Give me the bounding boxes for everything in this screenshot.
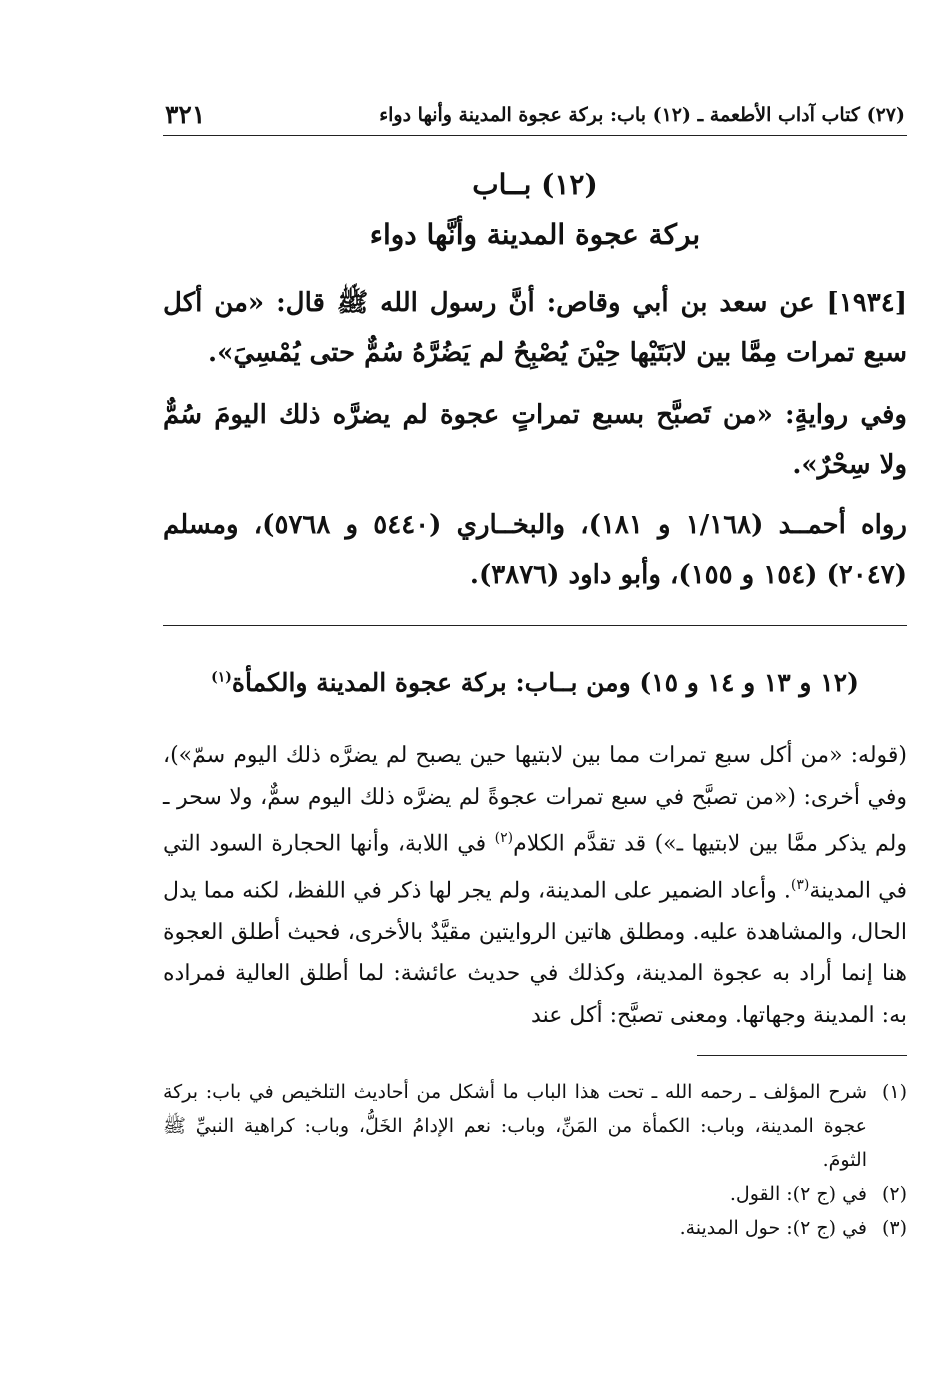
hadith-sources: رواه أحمــد (١/١٦٨ و ١٨١)، والبخــاري (٥٤٤٠ و ٥٧٦٨)، ومسلم (٢٠٤٧) (١٥٤ و ١٥٥)، وأبو داود (٣٨٧٦). <box>163 510 907 590</box>
footnote-text: في (ج ٢): حول المدينة. <box>679 1217 867 1239</box>
hadith-variant-text: وفي روايةٍ: «من تَصبَّح بسبع تمراتٍ عجوة لم يضرَّه ذلك اليومَ سُمٌّ ولا سِحْرٌ». <box>163 400 907 480</box>
commentary-part-3: . وأعاد الضمير على المدينة، ولم يجر لها ذكر في اللفظ، لكنه مما يدل الحال، والمشاهدة عليه. ومطلق هاتين الروايتين مقيَّدٌ بالأخرى، فحيث أطلق العجوة هنا إنما أراد به عجوة المدينة، وكذلك في حديث عائشة: لما أطلق العالية فمراده به: المدينة وجهاتها. ومعنى تصبَّح: أكل عند <box>163 878 907 1028</box>
commentary-text <box>163 735 907 1036</box>
footnote-3 <box>163 1211 907 1245</box>
footnote-number: (١) <box>881 1081 907 1103</box>
commentary-part-2: في اللابة، وأنها الحجارة السود التي في المدينة <box>163 831 907 904</box>
footnote-ref-3: (٣) <box>790 876 810 893</box>
chapter-number: (١٢) بــاب <box>472 168 598 201</box>
footnote-1 <box>163 1075 907 1177</box>
footnote-number: (٢) <box>881 1183 907 1205</box>
page-number: ٣٢١ <box>165 100 206 129</box>
running-head <box>165 100 905 134</box>
footnote-2 <box>163 1177 907 1211</box>
hadith-main-text: [١٩٣٤] عن سعد بن أبي وقاص: أنَّ رسول الله ﷺ قال: «من أكل سبع تمرات مِمَّا بين لابَتَيْها حِيْنَ يُصْبِحُ لم يَضُرَّهُ سُمٌّ حتى يُمْسِيَ». <box>163 288 907 368</box>
chapter-title: بركة عجوة المدينة وأنَّها دواء <box>369 218 701 251</box>
footnote-text: في (ج ٢): القول. <box>729 1183 867 1205</box>
commentary-heading-text: (١٢ و ١٣ و ١٤ و ١٥) ومن بــاب: بركة عجوة المدينة والكمأة <box>231 668 859 697</box>
footnote-text: شرح المؤلف ـ رحمه الله ـ تحت هذا الباب ما أشكل من أحاديث التلخيص في باب: بركة عجوة المدينة، وباب: الكمأة من المَنِّ، وباب: نعم الإدامُ الخَلُّ، وباب: كراهية النبيِّ ﷺ الثومَ. <box>163 1081 867 1171</box>
commentary-heading <box>163 668 907 697</box>
section-rule <box>163 625 907 626</box>
commentary-part-1: (قوله: «من أكل سبع تمرات مما بين لابتيها حين يصبح لم يضرَّه ذلك اليوم سمّ»)، وفي أخرى: («من تصبَّح في سبع تمرات عجوةً لم يضرَّه ذلك اليوم سمٌّ، ولا سحر ـ ولم يذكر ممَّا بين لابتيها ـ») قد تقدَّم الكلام <box>163 743 908 857</box>
footnote-rule <box>697 1055 907 1056</box>
header-rule <box>163 135 907 136</box>
running-title: (٢٧) كتاب آداب الأطعمة ـ (١٢) باب: بركة عجوة المدينة وأنها دواء <box>379 104 905 126</box>
footnotes <box>163 1075 907 1245</box>
footnote-ref-2: (٢) <box>494 830 514 846</box>
footnote-ref-1: (١) <box>211 669 232 686</box>
footnote-number: (٣) <box>881 1217 907 1239</box>
